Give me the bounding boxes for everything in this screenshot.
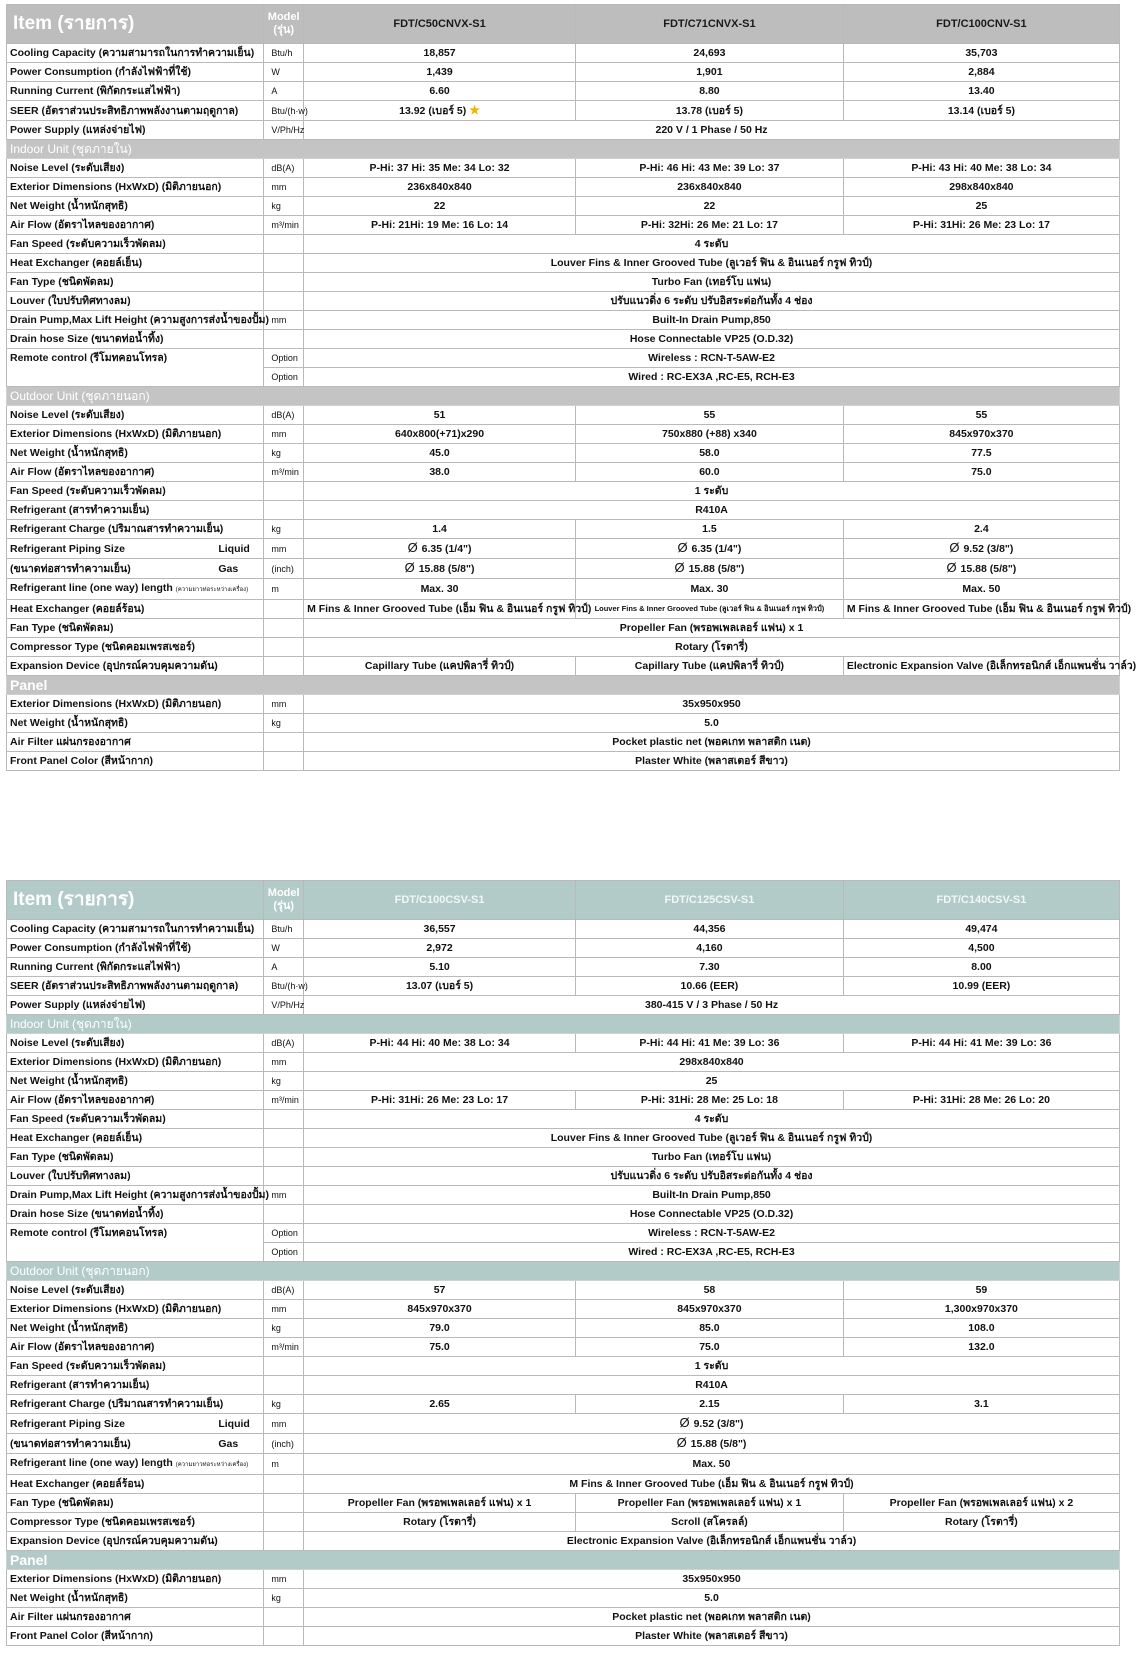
table-row: Remote control (รีโมทคอนโทรล) Option Wireless : RCN-T-5AW-E2 <box>7 349 1120 368</box>
item-heading: Item (รายการ) <box>7 881 264 920</box>
table-row: Power Supply (แหล่งจ่ายไฟ) V/Ph/Hz 380-415 V / 3 Phase / 50 Hz <box>7 996 1120 1015</box>
table-header <box>7 5 1120 44</box>
model-name: FDT/C100CNV-S1 <box>843 5 1119 44</box>
table-row: Expansion Device (อุปกรณ์ควบคุมความดัน) Electronic Expansion Valve (อิเล็กทรอนิกส์ เอ็กแพนชั่น วาล์ว) <box>7 1532 1120 1551</box>
table-row: Exterior Dimensions (HxWxD) (มิติภายนอก) mm 298x840x840 <box>7 1053 1120 1072</box>
table-row: SEER (อัตราส่วนประสิทธิภาพพลังงานตามฤดูกาล) Btu/(h·w) 13.92 (เบอร์ 5) ★ 13.78 (เบอร์ 5) 13.14 (เบอร์ 5) <box>7 101 1120 121</box>
table-row: Front Panel Color (สีหน้ากาก) Plaster White (พลาสเตอร์ สีขาว) <box>7 752 1120 771</box>
section-header: Outdoor Unit (ชุดภายนอก) <box>7 1262 1120 1281</box>
table-row: Expansion Device (อุปกรณ์ควบคุมความดัน) Capillary Tube (แคปพิลารี่ ทิวป์) Capillary Tube (แคปพิลารี่ ทิวป์) Electronic Expansion Valve (อิเล็กทรอนิกส์ เอ็กแพนชั่น วาล์ว) <box>7 657 1120 676</box>
table-row: Heat Exchanger (คอยล์เย็น) Louver Fins & Inner Grooved Tube (ลูเวอร์ ฟิน & อินเนอร์ กรูฟ ทิวป์) <box>7 1129 1120 1148</box>
table-row: Air Flow (อัตราไหลของอากาศ) m³/min P-Hi: 31Hi: 26 Me: 23 Lo: 17 P-Hi: 31Hi: 28 Me: 25 Lo: 18 P-Hi: 31Hi: 28 Me: 26 Lo: 20 <box>7 1091 1120 1110</box>
table-row: Fan Speed (ระดับความเร็วพัดลม) 1 ระดับ <box>7 482 1120 501</box>
table-row: Heat Exchanger (คอยล์เย็น) Louver Fins & Inner Grooved Tube (ลูเวอร์ ฟิน & อินเนอร์ กรูฟ ทิวป์) <box>7 254 1120 273</box>
table-row: Net Weight (น้ำหนักสุทธิ) kg 5.0 <box>7 714 1120 733</box>
model-name: FDT/C71CNVX-S1 <box>576 5 844 44</box>
table-row: Fan Type (ชนิดพัดลม) Turbo Fan (เทอร์โบ แฟน) <box>7 1148 1120 1167</box>
table-row: Drain Pump,Max Lift Height (ความสูงการส่งน้ำของปั้ม) mm Built-In Drain Pump,850 <box>7 311 1120 330</box>
table-row: Fan Type (ชนิดพัดลม) Turbo Fan (เทอร์โบ แฟน) <box>7 273 1120 292</box>
diameter-icon: Ø <box>677 540 688 555</box>
table-header <box>7 881 1120 920</box>
table-row: Louver (ใบปรับทิศทางลม) ปรับแนวดิ่ง 6 ระดับ ปรับอิสระต่อกันทั้ง 4 ช่อง <box>7 1167 1120 1186</box>
table-row: Refrigerant line (one way) length (ความยาวท่อระหว่างเครื่อง) m Max. 30 Max. 30 Max. 50 <box>7 579 1120 600</box>
diameter-icon: Ø <box>674 560 685 575</box>
table-row: Fan Speed (ระดับความเร็วพัดลม) 1 ระดับ <box>7 1357 1120 1376</box>
table-row: Compressor Type (ชนิดคอมเพรสเซอร์) Rotary (โรตารี่) Scroll (สโครลล์) Rotary (โรตารี่) <box>7 1513 1120 1532</box>
model-name: FDT/C100CSV-S1 <box>304 881 576 920</box>
table-row: Refrigerant Charge (ปริมาณสารทำความเย็น) kg 1.4 1.5 2.4 <box>7 520 1120 539</box>
table-row: Air Filter แผ่นกรองอากาศ Pocket plastic net (พอคเกท พลาสติก เนต) <box>7 1608 1120 1627</box>
table-row: Fan Type (ชนิดพัดลม) Propeller Fan (พรอพเพลเลอร์ แฟน) x 1 Propeller Fan (พรอพเพลเลอร์ แฟน) x 1 Propeller Fan (พรอพเพลเลอร์ แฟน) x 2 <box>7 1494 1120 1513</box>
table-row: Cooling Capacity (ความสามารถในการทำความเย็น) Btu/h 18,857 24,693 35,703 <box>7 44 1120 63</box>
diameter-icon: Ø <box>679 1415 690 1430</box>
table-row: Refrigerant Piping Size Liquid mm Ø 6.35 (1/4") Ø 6.35 (1/4") Ø 9.52 (3/8") <box>7 539 1120 559</box>
table-row: Refrigerant Charge (ปริมาณสารทำความเย็น) kg 2.65 2.15 3.1 <box>7 1395 1120 1414</box>
diameter-icon: Ø <box>676 1435 687 1450</box>
diameter-icon: Ø <box>404 560 415 575</box>
table-row: Running Current (พิกัดกระแสไฟฟ้า) A 6.60 8.80 13.40 <box>7 82 1120 101</box>
table-row: Exterior Dimensions (HxWxD) (มิติภายนอก) mm 845x970x370 845x970x370 1,300x970x370 <box>7 1300 1120 1319</box>
table-row: Refrigerant (สารทำความเย็น) R410A <box>7 501 1120 520</box>
table-row: Power Supply (แหล่งจ่ายไฟ) V/Ph/Hz 220 V / 1 Phase / 50 Hz <box>7 121 1120 140</box>
table-row: (ขนาดท่อสารทำความเย็น) Gas (inch) Ø 15.88 (5/8") Ø 15.88 (5/8") Ø 15.88 (5/8") <box>7 559 1120 579</box>
table-row: Louver (ใบปรับทิศทางลม) ปรับแนวดิ่ง 6 ระดับ ปรับอิสระต่อกันทั้ง 4 ช่อง <box>7 292 1120 311</box>
section-header: Panel <box>7 1551 1120 1570</box>
table-row: Heat Exchanger (คอยล์ร้อน) M Fins & Inner Grooved Tube (เอ็ม ฟิน & อินเนอร์ กรูฟ ทิวป์) <box>7 1475 1120 1494</box>
section-header: Indoor Unit (ชุดภายใน) <box>7 1015 1120 1034</box>
table-row: Front Panel Color (สีหน้ากาก) Plaster White (พลาสเตอร์ สีขาว) <box>7 1627 1120 1646</box>
model-name: FDT/C125CSV-S1 <box>576 881 844 920</box>
table-row: Net Weight (น้ำหนักสุทธิ) kg 79.0 85.0 108.0 <box>7 1319 1120 1338</box>
table-row: Refrigerant line (one way) length (ความยาวท่อระหว่างเครื่อง) m Max. 50 <box>7 1454 1120 1475</box>
diameter-icon: Ø <box>407 540 418 555</box>
table-row: Net Weight (น้ำหนักสุทธิ) kg 25 <box>7 1072 1120 1091</box>
table-row: Heat Exchanger (คอยล์ร้อน) M Fins & Inner Grooved Tube (เอ็ม ฟิน & อินเนอร์ กรูฟ ทิวป์) Louver Fins & Inner Grooved Tube (ลูเวอร์ ฟิน & อินเนอร์ กรูฟ ทิวป์) M Fins & Inner Grooved Tube (เอ็ม ฟิน & อินเนอร์ กรูฟ ทิวป์) <box>7 600 1120 619</box>
table-row: Refrigerant Piping Size Liquid mm Ø 9.52 (3/8") <box>7 1414 1120 1434</box>
table-row: Running Current (พิกัดกระแสไฟฟ้า) A 5.10 7.30 8.00 <box>7 958 1120 977</box>
table-row: Option Wired : RC-EX3A ,RC-E5, RCH-E3 <box>7 1243 1120 1262</box>
section-header: Panel <box>7 676 1120 695</box>
table-row: Fan Type (ชนิดพัดลม) Propeller Fan (พรอพเพลเลอร์ แฟน) x 1 <box>7 619 1120 638</box>
table-row: SEER (อัตราส่วนประสิทธิภาพพลังงานตามฤดูกาล) Btu/(h·w) 13.07 (เบอร์ 5) 10.66 (EER) 10.99 (EER) <box>7 977 1120 996</box>
table-row: Exterior Dimensions (HxWxD) (มิติภายนอก) mm 35x950x950 <box>7 695 1120 714</box>
model-heading: Model (รุ่น) <box>264 5 304 44</box>
table-row: Drain hose Size (ขนาดท่อน้ำทิ้ง) Hose Connectable VP25 (O.D.32) <box>7 330 1120 349</box>
table-row: Noise Level (ระดับเสียง) dB(A) P-Hi: 37 Hi: 35 Me: 34 Lo: 32 P-Hi: 46 Hi: 43 Me: 39 Lo: 37 P-Hi: 43 Hi: 40 Me: 38 Lo: 34 <box>7 159 1120 178</box>
model-name: FDT/C140CSV-S1 <box>843 881 1119 920</box>
star-icon: ★ <box>469 103 480 117</box>
spec-table-2 <box>6 880 1120 1646</box>
table-row: Drain Pump,Max Lift Height (ความสูงการส่งน้ำของปั้ม) mm Built-In Drain Pump,850 <box>7 1186 1120 1205</box>
table-row: Air Flow (อัตราไหลของอากาศ) m³/min 75.0 75.0 132.0 <box>7 1338 1120 1357</box>
table-row: Net Weight (น้ำหนักสุทธิ) kg 22 22 25 <box>7 197 1120 216</box>
model-heading: Model (รุ่น) <box>264 881 304 920</box>
table-row: Noise Level (ระดับเสียง) dB(A) 51 55 55 <box>7 406 1120 425</box>
table-row: Power Consumption (กำลังไฟฟ้าที่ใช้) W 2,972 4,160 4,500 <box>7 939 1120 958</box>
diameter-icon: Ø <box>946 560 957 575</box>
table-row: Noise Level (ระดับเสียง) dB(A) 57 58 59 <box>7 1281 1120 1300</box>
table-row: Net Weight (น้ำหนักสุทธิ) kg 45.0 58.0 77.5 <box>7 444 1120 463</box>
table-row: Air Flow (อัตราไหลของอากาศ) m³/min P-Hi: 21Hi: 19 Me: 16 Lo: 14 P-Hi: 32Hi: 26 Me: 21 Lo: 17 P-Hi: 31Hi: 26 Me: 23 Lo: 17 <box>7 216 1120 235</box>
table-row: Option Wired : RC-EX3A ,RC-E5, RCH-E3 <box>7 368 1120 387</box>
table-row: Drain hose Size (ขนาดท่อน้ำทิ้ง) Hose Connectable VP25 (O.D.32) <box>7 1205 1120 1224</box>
model-name: FDT/C50CNVX-S1 <box>304 5 576 44</box>
section-header: Outdoor Unit (ชุดภายนอก) <box>7 387 1120 406</box>
section-header: Indoor Unit (ชุดภายใน) <box>7 140 1120 159</box>
table-row: Remote control (รีโมทคอนโทรล) Option Wireless : RCN-T-5AW-E2 <box>7 1224 1120 1243</box>
table-row: Exterior Dimensions (HxWxD) (มิติภายนอก) mm 236x840x840 236x840x840 298x840x840 <box>7 178 1120 197</box>
table-row: Refrigerant (สารทำความเย็น) R410A <box>7 1376 1120 1395</box>
table-row: Power Consumption (กำลังไฟฟ้าที่ใช้) W 1,439 1,901 2,884 <box>7 63 1120 82</box>
table-row: (ขนาดท่อสารทำความเย็น) Gas (inch) Ø 15.88 (5/8") <box>7 1434 1120 1454</box>
table-row: Compressor Type (ชนิดคอมเพรสเซอร์) Rotary (โรตารี่) <box>7 638 1120 657</box>
table-row: Net Weight (น้ำหนักสุทธิ) kg 5.0 <box>7 1589 1120 1608</box>
table-row: Cooling Capacity (ความสามารถในการทำความเย็น) Btu/h 36,557 44,356 49,474 <box>7 920 1120 939</box>
table-row: Air Flow (อัตราไหลของอากาศ) m³/min 38.0 60.0 75.0 <box>7 463 1120 482</box>
table-row: Air Filter แผ่นกรองอากาศ Pocket plastic net (พอคเกท พลาสติก เนต) <box>7 733 1120 752</box>
table-row: Fan Speed (ระดับความเร็วพัดลม) 4 ระดับ <box>7 235 1120 254</box>
item-heading: Item (รายการ) <box>7 5 264 44</box>
table-row: Fan Speed (ระดับความเร็วพัดลม) 4 ระดับ <box>7 1110 1120 1129</box>
table-row: Noise Level (ระดับเสียง) dB(A) P-Hi: 44 Hi: 40 Me: 38 Lo: 34 P-Hi: 44 Hi: 41 Me: 39 Lo: 36 P-Hi: 44 Hi: 41 Me: 39 Lo: 36 <box>7 1034 1120 1053</box>
spec-table-1 <box>6 4 1136 771</box>
diameter-icon: Ø <box>949 540 960 555</box>
table-row: Exterior Dimensions (HxWxD) (มิติภายนอก) mm 640x800(+71)x290 750x880 (+88) x340 845x970x370 <box>7 425 1120 444</box>
table-row: Exterior Dimensions (HxWxD) (มิติภายนอก) mm 35x950x950 <box>7 1570 1120 1589</box>
